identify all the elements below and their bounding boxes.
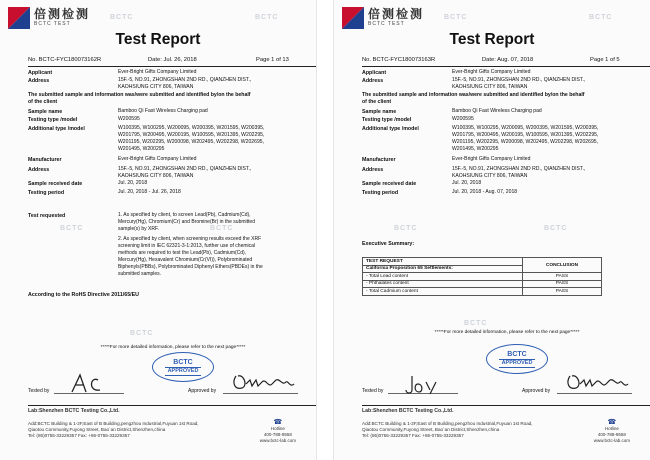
lab-contact: Tel: (86)0755-33229357 Fax: +86-0755-33229357: [362, 433, 464, 438]
testing-period-value: Jul. 20, 2018 - Aug. 07, 2018: [452, 189, 518, 195]
report-number: No. BCTC-FYC180073163R: [362, 57, 436, 63]
applicant-label: Applicant: [362, 70, 387, 76]
address-label: Address: [28, 78, 50, 84]
website: www.bctc-lab.com: [259, 438, 296, 443]
additional-type-line: W201795, W200495, W200195, W100595, W201395, W202295,: [118, 132, 265, 138]
manufacturer-address-line-1: 15F.-5, NO.91, ZHONGSHAN 2ND RD., QIANZHEN DIST.,: [118, 166, 252, 172]
lab-address-2: Qiaotou Community,Fuyong Street, Bao`an District,Shenzhen,china: [28, 427, 166, 432]
test-requested-line: Mercury(Hg), Chromium(Cr) and Bromine(Br) in the submitted: [118, 219, 255, 225]
report-page-1: [0, 0, 316, 460]
phone-icon: ☎: [607, 419, 617, 426]
watermark: BCTC: [130, 330, 154, 337]
manufacturer-address-line-1: 15F.-5, NO.91, ZHONGSHAN 2ND RD., QIANZHEN DIST.,: [452, 166, 586, 172]
sample-name-label: Sample name: [28, 109, 63, 115]
watermark: BCTC: [394, 225, 418, 232]
testing-type-value: W200595: [118, 116, 140, 122]
testing-type-label: Testing type /model: [362, 117, 412, 123]
manufacturer-address-line-2: KAOHSIUNG CITY 806, TAIWAN: [118, 173, 194, 179]
table-cell-item: - Total Cadmium content: [363, 288, 523, 296]
logo-text-cn: 倍测检测: [368, 7, 425, 21]
table-row: [363, 258, 602, 266]
logo-text-cn: 倍测检测: [34, 7, 91, 21]
intro-line-2: of the client: [28, 99, 58, 105]
watermark: BCTC: [210, 225, 234, 232]
report-number: No. BCTC-FYC180073162R: [28, 57, 102, 63]
logo-text-en: BCTC TEST: [34, 21, 71, 27]
testing-type-label: Testing type /model: [28, 117, 78, 123]
footer-rule: [28, 405, 316, 406]
received-date-value: Jul. 20, 2018: [452, 180, 482, 186]
page-number: Page 1 of 13: [256, 57, 289, 63]
test-requested-line: Biphenyls(PBBs), Polybrominated Diphenyl Ethers(PBDEs) in the: [118, 264, 263, 270]
applicant-value: Ever-Bright Gifts Company Limited: [452, 69, 531, 75]
report-page-2: [334, 0, 650, 460]
approver-signature: [562, 370, 632, 394]
sample-name-value: Bamboo Qi Fast Wireless Charging pad: [452, 108, 542, 114]
address-line-1: 15F.-5, NO.91, ZHONGSHAN 2ND RD., QIANZHEN DIST.,: [452, 77, 586, 83]
test-requested-line: screening limit in IEC 62321-3-1:2013, further use of chemical: [118, 243, 256, 249]
testing-period-value: Jul. 20, 2018 - Jul. 26, 2018: [118, 189, 181, 195]
sample-name-value: Bamboo Qi Fast Wireless Charging pad: [118, 108, 208, 114]
manufacturer-label: Manufacturer: [28, 157, 62, 163]
page-title: Test Report: [449, 31, 535, 48]
test-requested-label: Test requested: [28, 213, 66, 219]
more-info-note: *****For more detailed information, please refer to the next page*****: [100, 345, 246, 350]
executive-summary-title: Executive Summary:: [362, 241, 415, 247]
lab-address-1: Add:BCTC Building & 1-2F,East of B Building,pengzhou Industrial,Fuyuan 1st Road,: [28, 421, 199, 426]
approved-stamp: [486, 344, 548, 374]
table-row: [363, 288, 602, 296]
hotline-block: [594, 420, 630, 444]
intro-line-2: of the client: [362, 99, 392, 105]
header-rule: [362, 66, 650, 67]
received-date-value: Jul. 20, 2018: [118, 180, 148, 186]
test-requested-line: Mercury(Hg), Hexavalent Chromium(Cr(VI)), Polybrominated: [118, 257, 253, 263]
stamp-approved: APPROVED: [165, 367, 202, 376]
additional-type-line: W100395, W100295, W200095, W200395, W201595, W200395,: [452, 125, 599, 131]
applicant-value: Ever-Bright Gifts Company Limited: [118, 69, 197, 75]
bctc-logo-icon: [8, 7, 30, 29]
table-row: [363, 273, 602, 281]
additional-type-label: Additional type /model: [362, 126, 419, 132]
additional-type-line: W201495, W200295: [118, 146, 165, 152]
test-requested-line: submitted samples.: [118, 271, 162, 277]
intro-line-1: The submitted sample and information was/were submitted and identified by/on the behalf: [362, 92, 585, 98]
test-requested-line: 2. As specified by client, when screening results exceed the XRF: [118, 236, 262, 242]
additional-type-line: W201195, W202295, W200098, W202495, W202298, W202695,: [118, 139, 265, 145]
report-date: Date: Aug. 07, 2018: [482, 57, 534, 63]
table-cell-item: - Total Lead content: [363, 273, 523, 281]
additional-type-line: W201795, W200495, W200195, W100595, W201395, W202295,: [452, 132, 599, 138]
approved-stamp: [152, 352, 214, 382]
watermark: BCTC: [110, 14, 134, 21]
hotline-number: 400-788-9558: [263, 432, 292, 437]
testing-period-label: Testing period: [28, 190, 65, 196]
watermark: BCTC: [255, 14, 279, 21]
stamp-approved: APPROVED: [499, 359, 536, 368]
watermark: BCTC: [60, 225, 84, 232]
address-line-2: KAOHSIUNG CITY 806, TAIWAN: [118, 84, 194, 90]
report-date: Date: Jul. 26, 2018: [148, 57, 197, 63]
hotline-label: Hotline: [604, 426, 619, 431]
watermark: BCTC: [444, 14, 468, 21]
manufacturer-label: Manufacturer: [362, 157, 396, 163]
tested-by-label: Tested by: [362, 388, 384, 394]
stamp-brand: BCTC: [507, 350, 527, 358]
hotline-number: 400-788-9558: [597, 432, 626, 437]
lab-contact: Tel: (86)0755-33229357 Fax: +86-0755-33229357: [28, 433, 130, 438]
address-label: Address: [362, 78, 384, 84]
intro-line-1: The submitted sample and information was/were submitted and identified by/on the behalf: [28, 92, 251, 98]
received-date-label: Sample received date: [362, 181, 417, 187]
table-cell-result: PASS: [523, 280, 602, 288]
test-requested-line: 1. As specified by client, to screen Lead(Pb), Cadmium(Cd),: [118, 212, 251, 218]
tester-signature: [68, 372, 108, 396]
address-line-1: 15F.-5, NO.91, ZHONGSHAN 2ND RD., QIANZHEN DIST.,: [118, 77, 252, 83]
additional-type-line: W201195, W202295, W200098, W202495, W202298, W202695,: [452, 139, 599, 145]
table-cell-result: PASS: [523, 273, 602, 281]
watermark: BCTC: [589, 14, 613, 21]
lab-address-1: Add:BCTC Building & 1-2F,East of B Building,pengzhou Industrial,Fuyuan 1st Road,: [362, 421, 533, 426]
approved-by-label: Approved by: [522, 388, 551, 394]
logo-text-en: BCTC TEST: [368, 21, 405, 27]
hotline-block: [260, 420, 296, 444]
phone-icon: ☎: [273, 419, 283, 426]
sample-name-label: Sample name: [362, 109, 397, 115]
summary-table: [362, 257, 602, 296]
hotline-label: Hotline: [270, 426, 285, 431]
more-info-note: *****For more detailed information, please refer to the next page*****: [434, 330, 580, 335]
conclusion-header: CONCLUSION: [523, 258, 602, 273]
tested-by-label: Tested by: [28, 388, 50, 394]
directive-text: According to the RoHS Directive 2011/65/EU: [28, 292, 139, 298]
manufacturer-address-label: Address: [28, 167, 50, 173]
lab-name: Lab:Shenzhen BCTC Testing Co.,Ltd.: [28, 408, 120, 414]
lab-address-2: Qiaotou Community,Fuyong Street, Bao`an District,Shenzhen,china: [362, 427, 500, 432]
footer-rule: [362, 405, 650, 406]
testing-period-label: Testing period: [362, 190, 399, 196]
applicant-label: Applicant: [28, 70, 53, 76]
manufacturer-address-line-2: KAOHSIUNG CITY 806, TAIWAN: [452, 173, 528, 179]
test-requested-line: sample(s) by XRF.: [118, 226, 159, 232]
manufacturer-value: Ever-Bright Gifts Company Limited: [118, 156, 197, 162]
watermark: BCTC: [464, 320, 488, 327]
manufacturer-address-label: Address: [362, 167, 384, 173]
additional-type-label: Additional type /model: [28, 126, 85, 132]
stamp-brand: BCTC: [173, 358, 193, 366]
website: www.bctc-lab.com: [593, 438, 630, 443]
header-rule: [28, 66, 316, 67]
test-requested-line: methods are required to test the Lead(Pb), Cadmium(Cd),: [118, 250, 247, 256]
manufacturer-value: Ever-Bright Gifts Company Limited: [452, 156, 531, 162]
approver-signature: [228, 370, 298, 394]
testing-type-value: W200595: [452, 116, 474, 122]
additional-type-line: W100395, W100295, W200095, W200395, W201595, W200395,: [118, 125, 265, 131]
watermark: BCTC: [544, 225, 568, 232]
tester-signature: [402, 372, 442, 396]
bctc-logo-icon: [342, 7, 364, 29]
page-title: Test Report: [115, 31, 201, 48]
address-line-2: KAOHSIUNG CITY 806, TAIWAN: [452, 84, 528, 90]
table-subheader: California Proposition 65 Settlements:: [363, 265, 523, 273]
page-number: Page 1 of 5: [590, 57, 620, 63]
received-date-label: Sample received date: [28, 181, 83, 187]
table-cell-item: - Phthalates content: [363, 280, 523, 288]
table-header: TEST REQUEST: [363, 258, 523, 266]
table-row: [363, 280, 602, 288]
additional-type-line: W201495, W200295: [452, 146, 499, 152]
lab-name: Lab:Shenzhen BCTC Testing Co.,Ltd.: [362, 408, 454, 414]
table-cell-result: PASS: [523, 288, 602, 296]
approved-by-label: Approved by: [188, 388, 217, 394]
